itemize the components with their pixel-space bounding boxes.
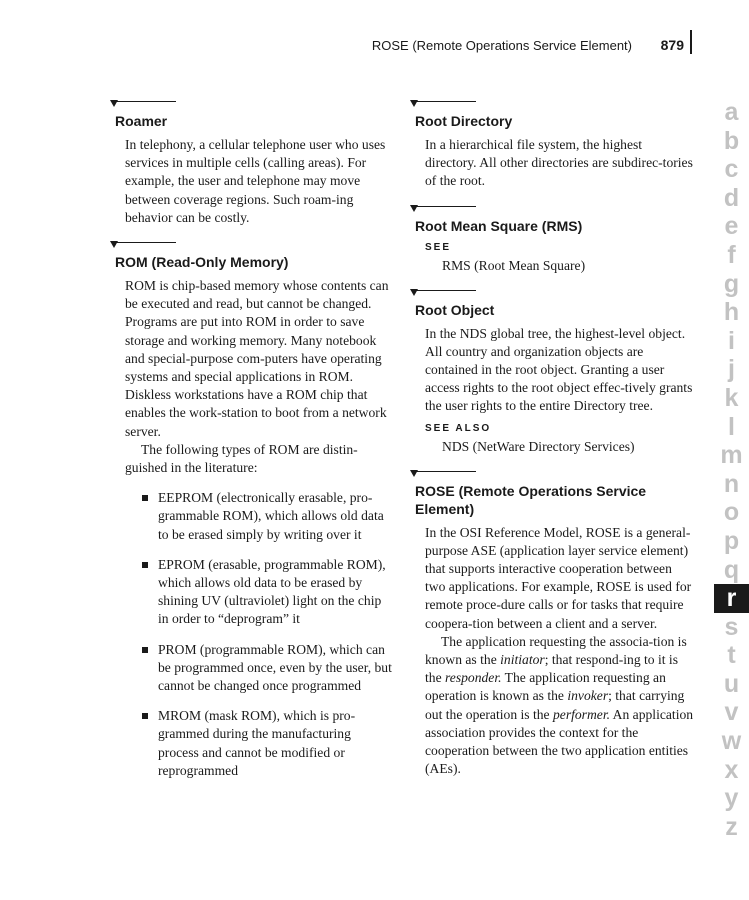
index-letter-m[interactable]: m xyxy=(720,441,743,470)
term-invoker: invoker xyxy=(567,688,609,704)
running-header xyxy=(371,36,692,58)
bullet-square-icon xyxy=(142,647,148,653)
list-item xyxy=(140,556,395,629)
index-letter-z[interactable]: z xyxy=(725,812,738,841)
list-item xyxy=(140,641,395,696)
entry-rose xyxy=(410,470,695,779)
index-letter-k[interactable]: k xyxy=(724,383,739,412)
list-item-text: MROM (mask ROM), which is pro-grammed during the manufacturing process and cannot be modified or reprogrammed xyxy=(158,708,356,778)
list-item-text: EPROM (erasable, programmable ROM), which allows old data to be erased by shining UV (ultraviolet) light on the chip in order to “deprogram” it xyxy=(158,556,386,627)
entry-roamer xyxy=(110,100,395,227)
page-number: 879 xyxy=(660,37,684,53)
entry-title: ROM (Read-Only Memory) xyxy=(115,254,289,271)
entry-title: Root Object xyxy=(415,301,495,318)
header-title: ROSE (Remote Operations Service Element) xyxy=(371,38,632,53)
index-letter-q[interactable]: q xyxy=(723,555,740,584)
entry-body: ROM is chip-based memory whose contents can be executed and read, but cannot be changed. Programs are put into ROM in order to save storage and working memory. Many notebook and special-purpose com-puters have operating systems and special applications in ROM. Diskless workstations have a ROM chip that enables the work-station to boot from a network server. xyxy=(125,278,389,439)
term-performer: performer. xyxy=(552,706,611,722)
index-letter-n[interactable]: n xyxy=(723,469,740,498)
entry-marker xyxy=(110,100,395,110)
entry-body: The application requesting the associa-tion is known as the initiator; that respond-ing to it is the responder. The application requesting an operation is known as the invoker; that carrying out the operation is the performer. An application association provides the context for the cooperation between the two application entities (AEs). xyxy=(425,633,694,777)
index-letter-f[interactable]: f xyxy=(727,240,736,269)
list-item xyxy=(140,707,395,780)
bullet-square-icon xyxy=(142,562,148,568)
index-letter-s[interactable]: s xyxy=(724,612,739,641)
index-letter-u[interactable]: u xyxy=(723,669,740,698)
index-letter-h[interactable]: h xyxy=(723,298,740,327)
index-letter-i[interactable]: i xyxy=(728,326,735,355)
index-letter-l[interactable]: l xyxy=(728,412,735,441)
see-reference: RMS (Root Mean Square) xyxy=(442,257,586,273)
entry-body: In the OSI Reference Model, ROSE is a general-purpose ASE (application layer service element) that supports interactive cooperation between two applications. For example, ROSE is used for remote proce-dure calls or for tasks that require coopera-tion between a client and a server. xyxy=(425,524,692,631)
entry-body: In a hierarchical file system, the highest directory. All other directories are subdirec-tories of the root. xyxy=(425,137,693,189)
entry-root-directory xyxy=(410,100,695,191)
index-letter-r-active[interactable]: r xyxy=(714,584,749,613)
entry-title: Root Mean Square (RMS) xyxy=(415,217,583,234)
right-column xyxy=(410,100,695,792)
index-letter-x[interactable]: x xyxy=(724,755,739,784)
see-also-reference: NDS (NetWare Directory Services) xyxy=(442,438,635,454)
index-letter-d[interactable]: d xyxy=(723,183,740,212)
entry-title: Root Directory xyxy=(415,113,513,129)
index-letter-e[interactable]: e xyxy=(724,212,739,241)
entry-body: In telephony, a cellular telephone user who uses services in multiple cells (calling areas). For example, the user and telephone may move between coverage regions. Such roam-ing behavior can be costly. xyxy=(125,137,386,225)
index-letter-j[interactable]: j xyxy=(728,355,735,384)
see-also-label: SEE ALSO xyxy=(425,422,492,434)
entry-body: The following types of ROM are distin-guished in the literature: xyxy=(125,441,358,476)
index-letter-b[interactable]: b xyxy=(723,126,740,155)
alphabet-index xyxy=(714,98,749,841)
term-initiator: initiator xyxy=(500,652,545,668)
entry-marker xyxy=(410,205,695,215)
index-letter-a[interactable]: a xyxy=(724,98,739,126)
index-letter-w[interactable]: w xyxy=(721,727,742,756)
index-letter-v[interactable]: v xyxy=(724,698,739,727)
entry-marker xyxy=(410,470,695,480)
list-item xyxy=(140,489,395,544)
rom-types-list xyxy=(140,489,395,780)
entry-body: In the NDS global tree, the highest-level object. All country and organization objects are contained in the root object. Granting a user access rights to the root object effec-tively grants the user rights to the entire Directory tree. xyxy=(425,325,693,414)
entry-rms xyxy=(410,205,695,275)
list-item-text: PROM (programmable ROM), which can be programmed once, even by the user, but cannot be changed once programmed xyxy=(158,641,392,694)
entry-title: ROSE (Remote Operations Service Element) xyxy=(415,482,647,517)
index-letter-c[interactable]: c xyxy=(724,155,739,184)
index-letter-g[interactable]: g xyxy=(723,269,740,298)
see-label: SEE xyxy=(425,241,452,253)
index-letter-t[interactable]: t xyxy=(727,641,736,670)
left-column xyxy=(110,100,395,794)
index-letter-o[interactable]: o xyxy=(723,498,740,527)
list-item-text: EEPROM (electronically erasable, pro-grammable ROM), which allows old data to be erased simply by writing over it xyxy=(158,490,384,542)
index-letter-p[interactable]: p xyxy=(723,526,740,555)
bullet-square-icon xyxy=(142,713,148,719)
entry-rom xyxy=(110,241,395,780)
entry-marker xyxy=(110,241,395,251)
bullet-square-icon xyxy=(142,495,148,501)
entry-marker xyxy=(410,289,695,299)
header-rule xyxy=(690,30,692,54)
entry-marker xyxy=(410,100,695,110)
entry-title: Roamer xyxy=(115,113,168,129)
term-responder: responder. xyxy=(445,670,502,686)
entry-root-object xyxy=(410,289,695,456)
index-letter-y[interactable]: y xyxy=(724,784,739,813)
